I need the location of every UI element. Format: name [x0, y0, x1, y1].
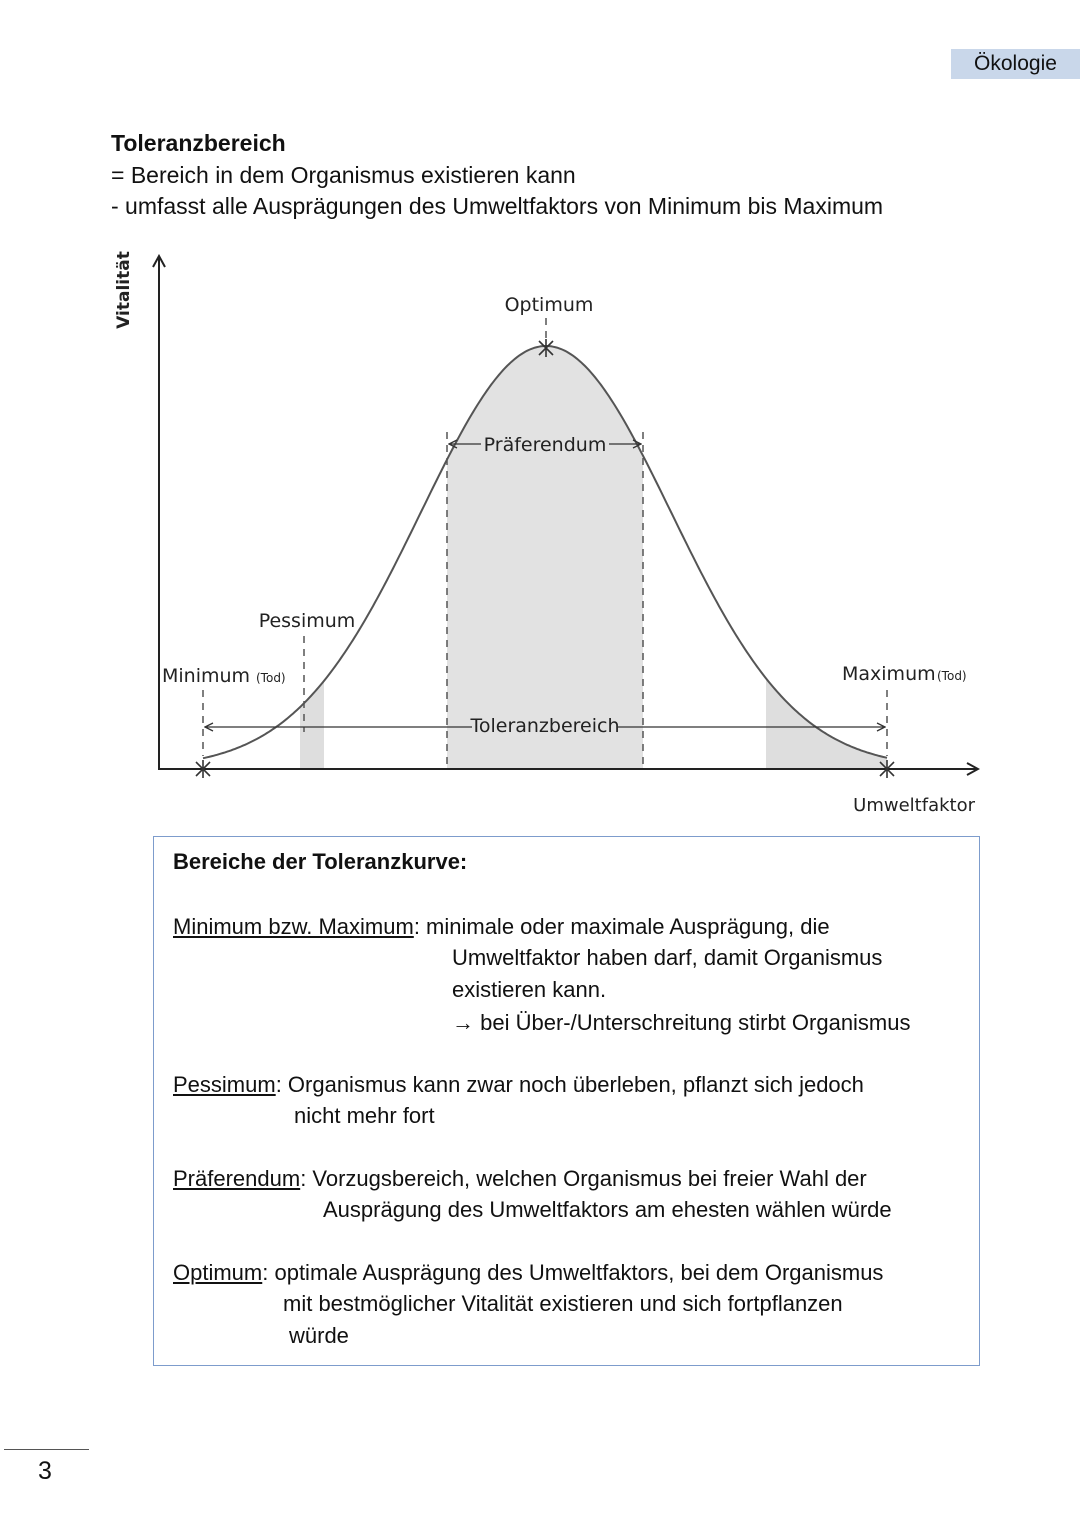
page-number: 3 — [38, 1457, 52, 1485]
minimum-note: (Tod) — [256, 671, 286, 685]
definition-text: → bei Über-/Unterschreitung stirbt Organismus — [452, 1010, 911, 1035]
maximum-label: Maximum — [842, 663, 936, 685]
section-tag: Ökologie — [951, 49, 1080, 79]
definition-text: Ausprägung des Umweltfaktors am ehesten wählen würde — [323, 1197, 892, 1222]
definitions-box — [153, 836, 980, 1366]
definition-text: : Organismus kann zwar noch überleben, pflanzt sich jedoch — [275, 1072, 864, 1097]
pessimum-right-region — [766, 300, 888, 768]
pessimum-left-region — [300, 300, 324, 768]
definition-text: nicht mehr fort — [294, 1103, 435, 1128]
term-optimum: Optimum — [173, 1260, 263, 1285]
praeferendum-region — [447, 300, 643, 768]
maximum-note: (Tod) — [937, 669, 967, 683]
definition-text: : Vorzugsbereich, welchen Organismus bei freier Wahl der — [300, 1166, 867, 1191]
definition-text: : optimale Ausprägung des Umweltfaktors, bei dem Organismus — [262, 1260, 884, 1285]
definition-text: : minimale oder maximale Ausprägung, die — [413, 914, 830, 939]
intro-block — [111, 128, 883, 223]
definitions-title: Bereiche der Toleranzkurve: — [173, 849, 468, 874]
minimum-label: Minimum — [162, 665, 251, 687]
pessimum-label: Pessimum — [258, 610, 356, 632]
term-minimum-maximum: Minimum bzw. Maximum — [173, 914, 414, 939]
praeferendum-label: Präferendum — [483, 434, 607, 456]
definition-text: existieren kann. — [452, 977, 607, 1002]
definition-text: würde — [289, 1323, 349, 1348]
tolerance-curve-chart — [0, 240, 1080, 830]
definition-text: mit bestmöglicher Vitalität existieren und sich fortpflanzen — [283, 1291, 843, 1316]
bullet-line: - umfasst alle Ausprägungen des Umweltfaktors von Minimum bis Maximum — [111, 193, 884, 219]
y-axis-label: Vitalität — [114, 251, 134, 329]
definition-line: = Bereich in dem Organismus existieren kann — [111, 161, 576, 188]
definition-text: Umweltfaktor haben darf, damit Organismus — [452, 945, 883, 970]
term-pessimum: Pessimum — [173, 1072, 276, 1097]
section-heading: Toleranzbereich — [111, 130, 286, 156]
term-praeferendum: Präferendum — [173, 1166, 301, 1191]
page-number-rule — [4, 1449, 89, 1450]
x-axis-label: Umweltfaktor — [853, 795, 975, 816]
toleranzbereich-label: Toleranzbereich — [470, 715, 620, 737]
optimum-label: Optimum — [504, 294, 594, 316]
